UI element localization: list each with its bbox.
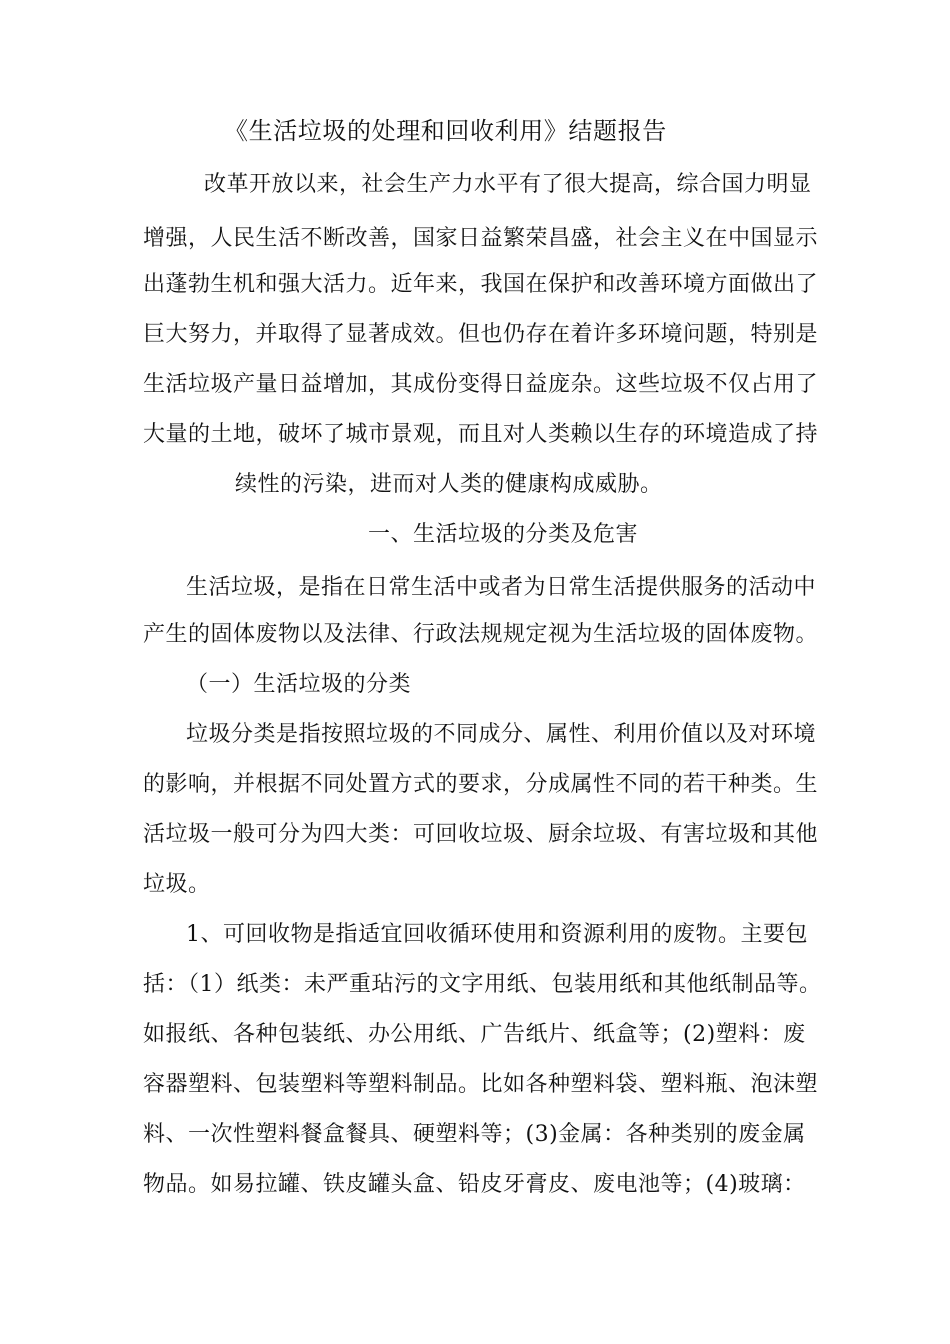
intro-line-5: 生活垃圾产量日益增加，其成份变得日益庞杂。这些垃圾不仅占用了 <box>143 372 819 397</box>
classification-line-2: 的影响，并根据不同处置方式的要求，分成属性不同的若干种类。生 <box>143 772 819 797</box>
classification-line-1: 垃圾分类是指按照垃圾的不同成分、属性、利用价值以及对环境 <box>186 722 817 747</box>
section-heading: 一、生活垃圾的分类及危害 <box>368 522 639 547</box>
document-title: 《生活垃圾的处理和回收利用》结题报告 <box>224 117 667 145</box>
classification-line-4: 垃圾。 <box>143 872 211 897</box>
recyclables-line-6: 物品。如易拉罐、铁皮罐头盒、铅皮牙膏皮、废电池等；(4)玻璃： <box>143 1172 806 1197</box>
recyclables-line-3: 如报纸、各种包装纸、办公用纸、广告纸片、纸盒等；(2)塑料：废 <box>143 1022 806 1047</box>
intro-line-4: 巨大努力，并取得了显著成效。但也仍存在着许多环境问题，特别是 <box>143 322 819 347</box>
intro-line-1: 改革开放以来，社会生产力水平有了很大提高，综合国力明显 <box>204 172 812 197</box>
classification-line-3: 活垃圾一般可分为四大类：可回收垃圾、厨余垃圾、有害垃圾和其他 <box>143 822 819 847</box>
recyclables-line-4: 容器塑料、包装塑料等塑料制品。比如各种塑料袋、塑料瓶、泡沫塑 <box>143 1072 819 1097</box>
definition-line-2: 产生的固体废物以及法律、行政法规规定视为生活垃圾的固体废物。 <box>143 622 819 647</box>
intro-line-3: 出蓬勃生机和强大活力。近年来，我国在保护和改善环境方面做出了 <box>143 272 819 297</box>
intro-line-2: 增强，人民生活不断改善，国家日益繁荣昌盛，社会主义在中国显示 <box>143 226 819 251</box>
intro-line-6: 大量的土地，破坏了城市景观，而且对人类赖以生存的环境造成了持 <box>143 422 819 447</box>
recyclables-line-2: 括：（1）纸类：未严重玷污的文字用纸、包装用纸和其他纸制品等。 <box>143 972 822 997</box>
recyclables-line-5: 料、一次性塑料餐盒餐具、硬塑料等；(3)金属：各种类别的废金属 <box>143 1122 806 1147</box>
subsection-heading: （一）生活垃圾的分类 <box>186 672 412 697</box>
recyclables-line-1: 1、可回收物是指适宜回收循环使用和资源利用的废物。主要包 <box>186 922 808 947</box>
definition-line-1: 生活垃圾，是指在日常生活中或者为日常生活提供服务的活动中 <box>186 575 817 600</box>
intro-line-7: 续性的污染，进而对人类的健康构成威胁。 <box>235 472 663 497</box>
